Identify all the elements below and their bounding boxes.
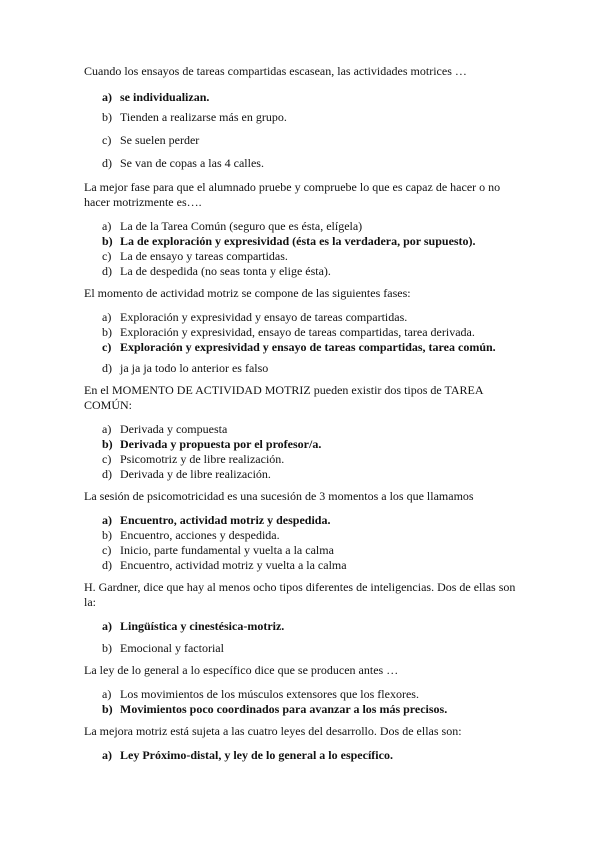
option-item [84,156,524,170]
option-letter: a) [102,90,112,104]
option-item [84,528,524,542]
option-text: Encuentro, actividad motriz y despedida. [120,513,331,527]
document-page [84,64,524,762]
option-item [84,437,524,451]
option-letter: b) [102,702,113,716]
option-text: Psicomotriz y de libre realización. [120,452,285,466]
option-letter: a) [102,619,112,633]
option-letter: a) [102,513,112,527]
option-text: Movimientos poco coordinados para avanzar a los más precisos. [120,702,448,716]
option-letter: b) [102,437,113,451]
option-item [84,110,524,124]
question-text: La mejor fase para que el alumnado pruebe y compruebe lo que es capaz de hacer o no hacer motrizmente es…. [84,180,501,209]
option-item [84,467,524,481]
question-text: La ley de lo general a lo específico dice que se producen antes … [84,663,399,677]
option-item [84,558,524,572]
option-text: Emocional y factorial [120,641,224,655]
option-text: Derivada y compuesta [120,422,228,436]
option-letter: b) [102,641,112,655]
option-item [84,219,524,233]
option-text: Lingüística y cinestésica-motriz. [120,619,285,633]
option-letter: b) [102,234,113,248]
option-item [84,249,524,263]
option-list [84,219,524,278]
option-text: Encuentro, actividad motriz y vuelta a la calma [120,558,347,572]
option-letter: c) [102,133,112,147]
option-text: Derivada y de libre realización. [120,467,271,481]
question-text: H. Gardner, dice que hay al menos ocho tipos diferentes de inteligencias. Dos de ellas son la: [84,580,516,609]
option-letter: b) [102,110,112,124]
option-list [84,513,524,572]
option-letter: d) [102,558,112,572]
option-item [84,361,524,375]
option-item [84,234,524,248]
option-item [84,325,524,339]
option-letter: c) [102,452,112,466]
option-text: Exploración y expresividad y ensayo de tareas compartidas. [120,310,408,324]
option-letter: d) [102,156,112,170]
question-text: La sesión de psicomotricidad es una sucesión de 3 momentos a los que llamamos [84,489,474,503]
question-text: En el MOMENTO DE ACTIVIDAD MOTRIZ pueden existir dos tipos de TAREA COMÚN: [84,383,483,412]
option-text: La de ensayo y tareas compartidas. [120,249,288,263]
option-text: Se suelen perder [120,133,200,147]
option-item [84,543,524,557]
option-text: La de despedida (no seas tonta y elige ésta). [120,264,331,278]
option-letter: a) [102,687,112,701]
option-text: Exploración y expresividad, ensayo de tareas compartidas, tarea derivada. [120,325,475,339]
option-text: Se van de copas a las 4 calles. [120,156,264,170]
option-letter: c) [102,543,112,557]
option-list [84,422,524,481]
option-letter: d) [102,467,112,481]
option-item [84,748,524,762]
option-list [84,687,524,716]
option-letter: d) [102,264,112,278]
option-letter: a) [102,422,112,436]
option-text: La de exploración y expresividad (ésta es la verdadera, por supuesto). [120,234,476,248]
option-text: Inicio, parte fundamental y vuelta a la calma [120,543,334,557]
option-letter: a) [102,748,112,762]
option-letter: c) [102,249,112,263]
option-letter: b) [102,528,112,542]
option-list [84,748,524,762]
option-text: Los movimientos de los músculos extensores que los flexores. [120,687,419,701]
option-list [84,310,524,375]
option-item [84,90,524,104]
option-list [84,619,524,655]
option-text: Exploración y expresividad y ensayo de tareas compartidas, tarea común. [120,340,496,354]
option-item [84,619,524,633]
option-item [84,513,524,527]
option-item [84,422,524,436]
question-text: El momento de actividad motriz se compone de las siguientes fases: [84,286,411,300]
option-item [84,133,524,147]
option-letter: d) [102,361,112,375]
option-text: Ley Próximo-distal, y ley de lo general a lo específico. [120,748,393,762]
option-text: ja ja ja todo lo anterior es falso [120,361,269,375]
option-item [84,310,524,324]
option-text: Encuentro, acciones y despedida. [120,528,280,542]
option-item [84,702,524,716]
option-text: Derivada y propuesta por el profesor/a. [120,437,322,451]
question-text: Cuando los ensayos de tareas compartidas escasean, las actividades motrices … [84,64,467,78]
option-text: se individualizan. [120,90,210,104]
option-item [84,264,524,278]
option-letter: b) [102,325,112,339]
question-text: La mejora motriz está sujeta a las cuatro leyes del desarrollo. Dos de ellas son: [84,724,462,738]
option-item [84,452,524,466]
option-item [84,340,524,354]
option-list [84,90,524,170]
option-letter: a) [102,219,112,233]
option-letter: a) [102,310,112,324]
option-item [84,687,524,701]
option-letter: c) [102,340,112,354]
option-item [84,641,524,655]
option-text: La de la Tarea Común (seguro que es ésta, elígela) [120,219,363,233]
option-text: Tienden a realizarse más en grupo. [120,110,287,124]
